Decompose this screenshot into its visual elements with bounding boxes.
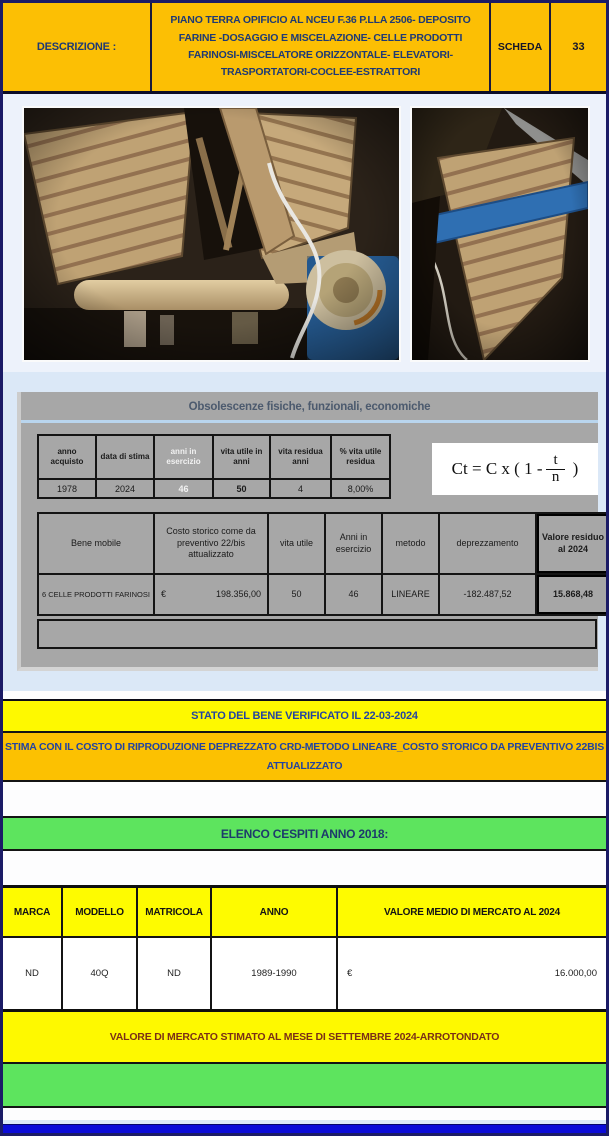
empty-green-bar [3,1064,606,1108]
costo-amount: 198.356,00 [215,588,261,599]
photo-strip [3,94,606,372]
life-header-vita-utile: vita utile in anni [214,436,269,478]
market-header-matricola: MATRICOLA [138,888,210,936]
description-header [3,3,606,94]
market-header-anno: ANNO [212,888,336,936]
formula-fraction [546,453,564,486]
stato-bene-banner: STATO DEL BENE VERIFICATO IL 22-03-2024 [3,701,606,733]
life-header-anni-esercizio: anni in esercizio [155,436,212,478]
stima-metodo-banner: STIMA CON IL COSTO DI RIPRODUZIONE DEPREZZATO CRD-METODO LINEARE_COSTO STORICO DA PREVENTIVO 22BIS ATTUALIZZATO [3,733,606,782]
asset-table [37,512,609,616]
obsolescence-panel [17,392,605,671]
formula-denominator: n [551,468,560,485]
life-header-vita-residua: vita residua anni [271,436,330,478]
asset-header-anni: Anni in esercizio [326,514,381,573]
spacer [3,671,606,691]
asset-header-costo: Costo storico come da preventivo 22/bis attualizzato [155,514,267,573]
formula-suffix: ) [572,459,579,478]
market-value-marca: ND [3,938,61,1009]
market-value-table [3,885,606,1012]
asset-value-bene: 6 CELLE PRODOTTI FARINOSI [39,575,153,614]
life-value-pct-residua: 8,00% [332,480,389,497]
depreciation-formula [432,443,598,495]
asset-value-costo [155,575,267,614]
empty-note-row [37,619,597,649]
formula-prefix: Ct = C x ( 1 - [451,459,543,478]
spacer [3,1108,606,1120]
asset-value-anni: 46 [326,575,381,614]
asset-value-vita-utile: 50 [269,575,324,614]
asset-header-valore-residuo: Valore residuo al 2024 [537,514,609,573]
life-header-data-stima: data di stima [97,436,153,478]
spacer [3,851,606,885]
bottom-blue-bar [3,1124,606,1133]
life-header-pct-residua: % vita utile residua [332,436,389,478]
valore-mercato-banner: VALORE DI MERCATO STIMATO AL MESE DI SETTEMBRE 2024-ARROTONDATO [3,1012,606,1064]
market-value-anno: 1989-1990 [212,938,336,1009]
market-header-valore: VALORE MEDIO DI MERCATO AL 2024 [338,888,606,936]
formula-numerator: t [546,453,564,470]
description-label: DESCRIZIONE : [3,3,150,91]
life-value-vita-residua: 4 [271,480,330,497]
asset-header-vita-utile: vita utile [269,514,324,573]
life-header-anno-acquisto: anno acquisto [39,436,95,478]
obsolescence-title: Obsolescenze fisiche, funzionali, economiche [21,392,598,423]
life-value-vita-utile: 50 [214,480,269,497]
asset-header-metodo: metodo [383,514,438,573]
asset-value-valore-residuo: 15.868,48 [537,575,609,614]
life-value-data-stima: 2024 [97,480,153,497]
asset-value-deprezzamento: -182.487,52 [440,575,535,614]
market-value-valore [338,938,606,1009]
life-value-anno-acquisto: 1978 [39,480,95,497]
life-value-anni-esercizio: 46 [155,480,212,497]
elenco-cespiti-banner: ELENCO CESPITI ANNO 2018: [3,818,606,851]
asset-header-bene: Bene mobile [39,514,153,573]
scheda-number: 33 [551,3,606,91]
currency-symbol: € [161,588,167,599]
spacer [3,372,606,392]
market-header-marca: MARCA [3,888,61,936]
asset-value-metodo: LINEARE [383,575,438,614]
right-equipment-photo [410,106,590,362]
scheda-label: SCHEDA [491,3,549,91]
left-equipment-photo [22,106,401,362]
life-table [37,434,391,499]
spacer [3,782,606,818]
asset-header-deprezzamento: deprezzamento [440,514,535,573]
spacer [3,691,606,701]
market-amount: 16.000,00 [554,968,597,979]
market-header-modello: MODELLO [63,888,136,936]
currency-symbol: € [347,968,353,979]
description-text: PIANO TERRA OPIFICIO AL NCEU F.36 P.LLA 2506- DEPOSITO FARINE -DOSAGGIO E MISCELAZIONE- CELLE PRODOTTI FARINOSI-MISCELATORE ORIZZONTALE- ELEVATORI-TRASPORTATORI-COCLEE-ESTRATTORI [152,3,489,91]
market-value-matricola: ND [138,938,210,1009]
market-value-modello: 40Q [63,938,136,1009]
